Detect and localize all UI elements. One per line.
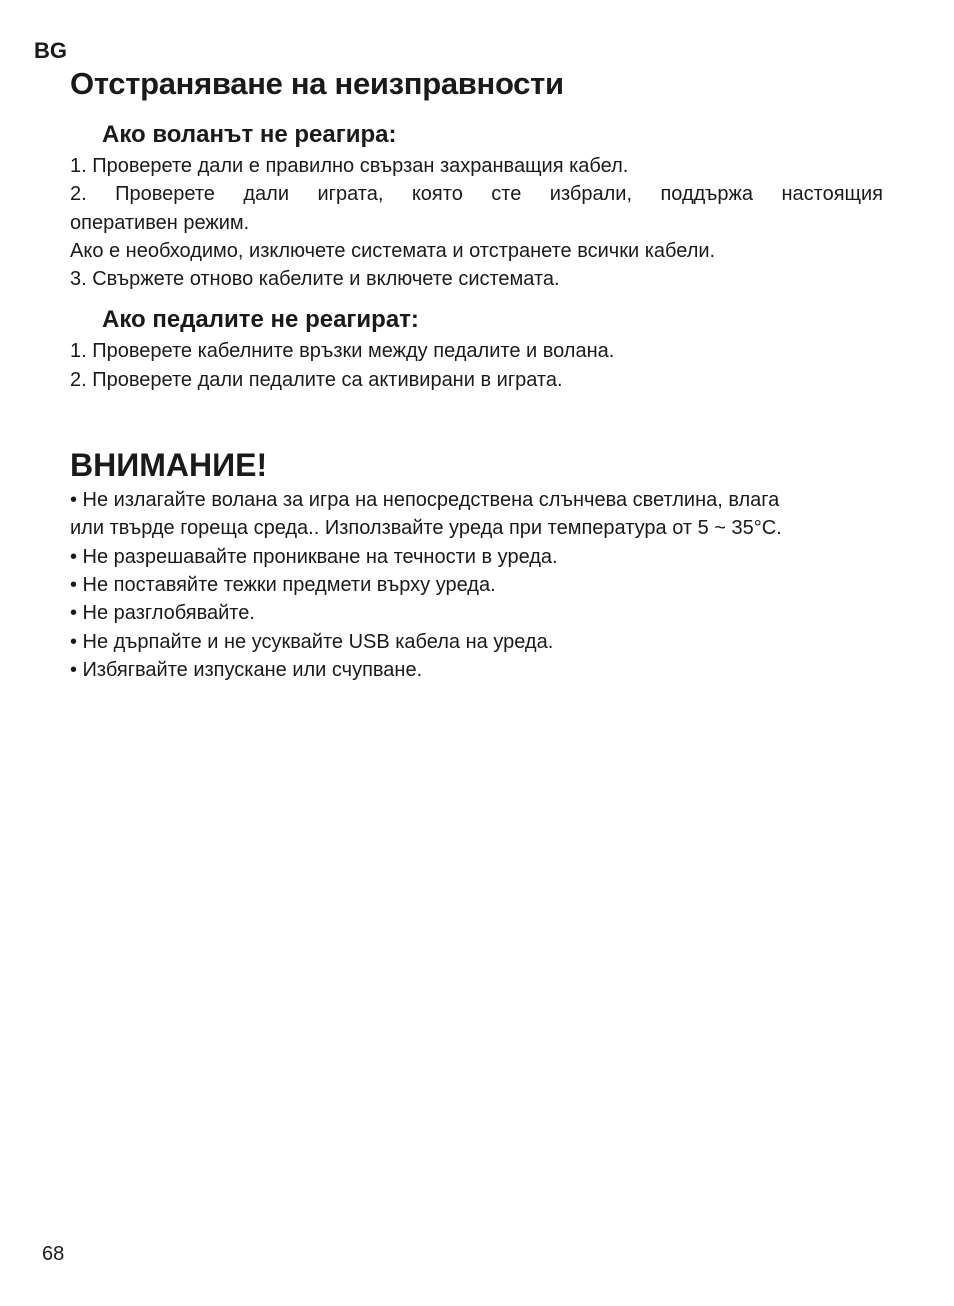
wheel-step-3: 3. Свържете отново кабелите и включете системата. (70, 268, 560, 291)
warning-title: ВНИМАНИЕ! (70, 447, 268, 484)
pedals-section (70, 303, 883, 394)
wheel-section (70, 118, 883, 293)
pedals-step-1: 1. Проверете кабелните връзки между педалите и волана. (70, 340, 615, 363)
pedals-step-2: 2. Проверете дали педалите са активирани в играта. (70, 368, 563, 391)
warning-section (70, 444, 883, 684)
wheel-heading: Ако воланът не реагира: (102, 121, 397, 148)
wheel-step-2-cont: оперативен режим. (70, 211, 250, 234)
warning-line-2: или твърде гореща среда.. Използвайте уреда при температура от 5 ~ 35°C. (70, 517, 782, 540)
page-number: 68 (42, 1243, 65, 1265)
warning-line-7: • Избягвайте изпускане или счупване. (70, 658, 423, 681)
wheel-step-2: 2. Проверете дали играта, която сте избрали, поддържа настоящия (70, 183, 883, 206)
wheel-note: Ако е необходимо, изключете системата и отстранете всички кабели. (70, 239, 716, 262)
warning-line-5: • Не разглобявайте. (70, 602, 255, 625)
wheel-step-1: 1. Проверете дали е правилно свързан захранващия кабел. (70, 155, 629, 177)
warning-line-4: • Не поставяйте тежки предмети върху уреда. (70, 573, 496, 596)
warning-line-1: • Не излагайте волана за игра на непосредствена слънчева светлина, влага (70, 489, 780, 512)
page-content (70, 64, 883, 684)
warning-line-6: • Не дърпайте и не усуквайте USB кабела на уреда. (70, 630, 554, 653)
language-code: BG (34, 38, 67, 63)
pedals-heading: Ако педалите не реагират: (102, 306, 419, 334)
warning-line-3: • Не разрешавайте проникване на течности в уреда. (70, 545, 558, 568)
page-title: Отстраняване на неизправности (70, 66, 564, 101)
